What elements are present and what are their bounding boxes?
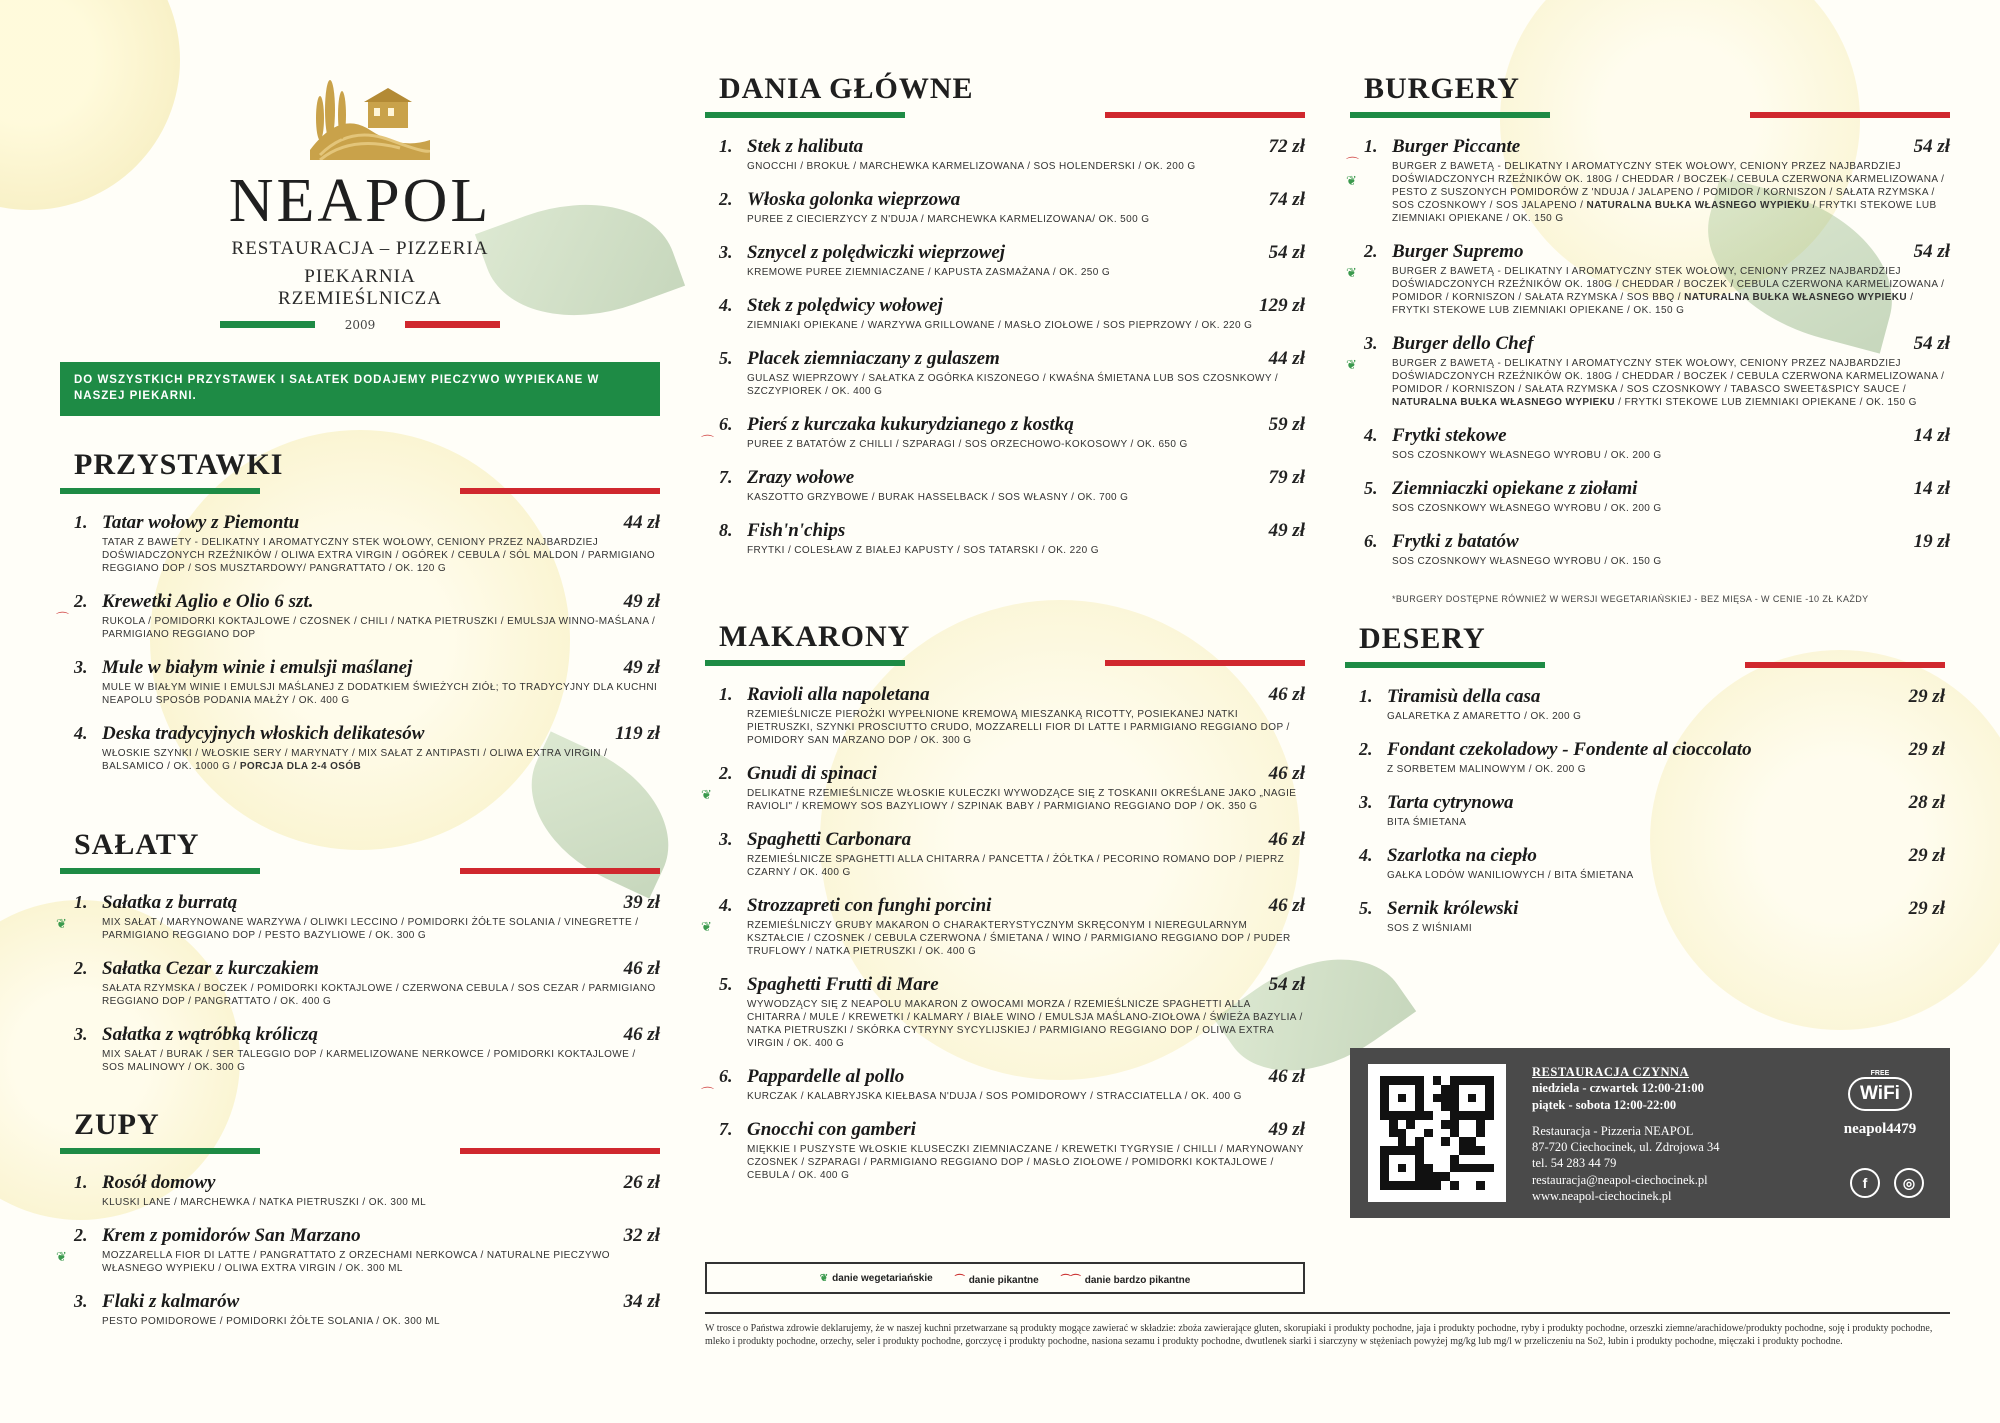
menu-item <box>60 1024 660 1074</box>
item-name: Mule w białym winie i emulsji maślanej <box>102 657 413 678</box>
item-price: 49 zł <box>1268 520 1305 541</box>
item-price: 49 zł <box>623 657 660 678</box>
address-name: Restauracja - Pizzeria NEAPOL <box>1532 1123 1694 1138</box>
email-link[interactable]: restauracja@neapol-ciechocinek.pl <box>1532 1172 1708 1187</box>
item-number: 7. <box>719 1119 733 1139</box>
item-price: 46 zł <box>623 958 660 979</box>
item-name: Zrazy wołowe <box>747 467 855 488</box>
menu-item <box>705 348 1305 398</box>
item-number: 6. <box>719 414 733 434</box>
item-price: 46 zł <box>1268 684 1305 705</box>
item-price: 59 zł <box>1268 414 1305 435</box>
item-price: 49 zł <box>1268 1119 1305 1140</box>
item-name: Pierś z kurczaka kukurydzianego z kostką <box>747 414 1074 435</box>
item-price: 129 zł <box>1259 295 1305 316</box>
item-description: SOS Z WIŚNIAMI <box>1387 923 1473 934</box>
item-description: DELIKATNE RZEMIEŚLNICZE WŁOSKIE KULECZKI WYWODZĄCE SIĘ Z TOSKANII OKREŚLANE JAKO „NAGIE RAVIOLI" / KREMOWY SOS BAZYLIOWY / SZPINAK BABY / PARMIGIANO REGGIANO DOP / OK. 350 G <box>747 788 1297 812</box>
item-description: WŁOSKIE SZYNKI / WŁOSKIE SERY / MARYNATY / MIX SAŁAT Z ANTIPASTI / OLIWA EXTRA VIRGIN / BALSAMICO / OK. 1000 G / PORCJA DLA 2-4 OSÓB <box>102 748 608 772</box>
item-description: GALARETKA Z AMARETTO / OK. 200 G <box>1387 711 1582 722</box>
menu-item <box>705 467 1305 504</box>
legend-vegetarian: ❦ danie wegetariańskie <box>819 1272 933 1284</box>
item-description: RUKOLA / POMIDORKI KOKTAJLOWE / CZOSNEK / CHILI / NATKA PIETRUSZKI / EMULSJA WINNO-MAŚLANA / PARMIGIANO REGGIANO DOP <box>102 616 656 640</box>
diet-legend <box>705 1262 1305 1294</box>
item-number: 2. <box>74 958 88 978</box>
logo-name: NEAPOL <box>228 167 492 235</box>
menu-item <box>60 723 660 773</box>
menu-item <box>705 1119 1305 1182</box>
item-price: 44 zł <box>623 512 660 533</box>
menu-item <box>1346 241 1950 317</box>
item-description: SAŁATA RZYMSKA / BOCZEK / POMIDORKI KOKTAJLOWE / CZERWONA CEBULA / SOS CEZAR / PARMIGIANO REGGIANO DOP / PANGRATTATO / OK. 400 G <box>102 983 656 1007</box>
chili-icon: ⌒ <box>701 435 715 450</box>
villa-logo-icon <box>290 70 430 160</box>
item-number: 2. <box>74 1225 88 1245</box>
wifi-info <box>1830 1070 1930 1138</box>
contact-info-box <box>1350 1048 1950 1218</box>
item-price: 54 zł <box>1913 136 1950 157</box>
item-number: 3. <box>1359 792 1373 812</box>
item-name: Ziemniaczki opiekane z ziołami <box>1392 478 1638 499</box>
section-flag-bars <box>705 112 1305 118</box>
item-number: 7. <box>719 467 733 487</box>
section-title: ZUPY <box>74 1108 160 1141</box>
menu-item <box>705 136 1305 173</box>
item-description: KREMOWE PUREE ZIEMNIACZANE / KAPUSTA ZASMAŻANA / OK. 250 G <box>747 267 1111 278</box>
item-description: ZIEMNIAKI OPIEKANE / WARZYWA GRILLOWANE / MASŁO ZIOŁOWE / SOS PIEPRZOWY / OK. 220 G <box>747 320 1253 331</box>
item-name: Rosół domowy <box>102 1172 216 1193</box>
item-description: GULASZ WIEPRZOWY / SAŁATKA Z OGÓRKA KISZONEGO / KWAŚNA ŚMIETANA LUB SOS CZOSNKOWY / SZCZYPIOREK / OK. 400 G <box>747 373 1279 397</box>
item-price: 29 zł <box>1908 898 1945 919</box>
menu-item <box>56 1225 660 1275</box>
item-number: 2. <box>74 591 88 611</box>
section-title: SAŁATY <box>74 828 200 861</box>
item-number: 3. <box>719 829 733 849</box>
item-price: 28 zł <box>1908 792 1945 813</box>
menu-item <box>60 1172 660 1209</box>
item-description: GNOCCHI / BROKUŁ / MARCHEWKA KARMELIZOWANA / SOS HOLENDERSKI / OK. 200 G <box>747 161 1196 172</box>
item-price: 29 zł <box>1908 739 1945 760</box>
item-price: 54 zł <box>1913 241 1950 262</box>
item-description: KURCZAK / KALABRYJSKA KIEŁBASA N'DUJA / SOS POMIDOROWY / STRACCIATELLA / OK. 400 G <box>747 1091 1242 1102</box>
item-number: 1. <box>74 512 88 532</box>
menu-item <box>1346 136 1950 225</box>
item-description: MIX SAŁAT / MARYNOWANE WARZYWA / OLIWKI LECCINO / POMIDORKI ŻÓŁTE SOLANIA / VINEGRETTE / PARMIGIANO REGGIANO DOP / PESTO BAZYLIOWE / OK. 300 G <box>102 917 639 941</box>
item-price: 46 zł <box>1268 1066 1305 1087</box>
item-number: 4. <box>1359 845 1373 865</box>
leaf-icon: ❦ <box>56 1250 67 1265</box>
item-description: MOZZARELLA FIOR DI LATTE / PANGRATTATO Z ORZECHAMI NERKOWCA / NATURALNE PIECZYWO WŁASNEGO WYPIEKU / OLIWA EXTRA VIRGIN / OK. 300 ML <box>102 1250 610 1274</box>
item-number: 3. <box>74 1024 88 1044</box>
item-description: FRYTKI / COLESŁAW Z BIAŁEJ KAPUSTY / SOS TATARSKI / OK. 220 G <box>747 545 1099 556</box>
item-price: 49 zł <box>623 591 660 612</box>
opening-hours-weekend: piątek - sobota 12:00-22:00 <box>1532 1097 1677 1112</box>
flag-bars <box>220 318 500 332</box>
item-name: Frytki stekowe <box>1392 425 1507 446</box>
item-name: Pappardelle al pollo <box>747 1066 905 1087</box>
section-burgery <box>1346 72 1950 604</box>
section-makarony <box>701 620 1305 1198</box>
item-number: 3. <box>1364 333 1378 353</box>
menu-item <box>701 414 1305 451</box>
item-name: Sernik królewski <box>1387 898 1519 919</box>
item-name: Sznycel z polędwiczki wieprzowej <box>747 242 1006 263</box>
menu-item <box>705 295 1305 332</box>
item-number: 2. <box>1364 241 1378 261</box>
item-description: KLUSKI LANE / MARCHEWKA / NATKA PIETRUSZKI / OK. 300 ML <box>102 1197 427 1208</box>
opening-hours-title: RESTAURACJA CZYNNA <box>1532 1065 1690 1079</box>
double-chili-icon: ⌒⌒ <box>1060 1274 1081 1286</box>
item-name: Strozzapreti con funghi porcini <box>747 895 992 916</box>
section-title: PRZYSTAWKI <box>74 448 284 481</box>
section-title: BURGERY <box>1364 72 1520 105</box>
item-name: Szarlotka na ciepło <box>1387 845 1537 866</box>
item-description: PESTO POMIDOROWE / POMIDORKI ŻÓŁTE SOLANIA / OK. 300 ML <box>102 1316 440 1327</box>
item-number: 2. <box>719 763 733 783</box>
logo-subtitle-2: PIEKARNIA RZEMIEŚLNICZA <box>278 265 442 309</box>
item-number: 1. <box>74 1172 88 1192</box>
item-name: Sałatka Cezar z kurczakiem <box>102 958 319 979</box>
item-description: Z SORBETEM MALINOWYM / OK. 200 G <box>1387 764 1586 775</box>
section-flag-bars <box>705 660 1305 666</box>
item-name: Włoska golonka wieprzowa <box>747 189 961 210</box>
item-price: 26 zł <box>623 1172 660 1193</box>
menu-item <box>60 1291 660 1328</box>
phone-number[interactable]: tel. 54 283 44 79 <box>1532 1156 1617 1171</box>
item-name: Sałatka z wątróbką króliczą <box>102 1024 318 1045</box>
section-przystawki <box>56 448 660 789</box>
website-link[interactable]: www.neapol-ciechocinek.pl <box>1532 1188 1672 1203</box>
menu-item <box>701 763 1305 813</box>
item-price: 29 zł <box>1908 686 1945 707</box>
item-number: 1. <box>719 136 733 156</box>
item-description-highlight: PORCJA DLA 2-4 OSÓB <box>239 761 362 772</box>
item-description: TATAR Z BAWETY - DELIKATNY I AROMATYCZNY STEK WOŁOWY, CENIONY PRZEZ NAJBARDZIEJ DOŚWIADCZONYCH RZEŹNIKÓW / OLIWA EXTRA VIRGIN / OGÓREK / CEBULA / SÓL MALDON / PARMIGIANO REGGIANO DOP / SOS MUSZTARDOWY/ PANGRATTATO / OK. 120 G <box>102 537 656 574</box>
item-description: PUREE Z CIECIERZYCY Z N'DUJA / MARCHEWKA KARMELIZOWANA/ OK. 500 G <box>747 214 1150 225</box>
leaf-icon: ❦ <box>1346 266 1357 281</box>
item-price: 46 zł <box>1268 829 1305 850</box>
section-desery <box>1345 622 1945 951</box>
menu-item <box>1345 686 1945 723</box>
item-name: Fish'n'chips <box>747 520 846 541</box>
item-number: 1. <box>74 892 88 912</box>
item-name: Frytki z batatów <box>1392 531 1519 552</box>
section-zupy <box>56 1108 660 1344</box>
chili-icon: ⌒ <box>56 612 70 627</box>
menu-item <box>705 829 1305 879</box>
item-number: 5. <box>1364 478 1378 498</box>
menu-item <box>56 591 660 641</box>
item-description: BURGER Z BAWETĄ - DELIKATNY I AROMATYCZNY STEK WOŁOWY, CENIONY PRZEZ NAJBARDZIEJ DOŚWIADCZONYCH RZEŹNIKÓW OK. 180G / CHEDDAR / BOCZEK / CEBULA CZERWONA KARMELIZOWANA / PESTO Z SUSZONYCH POMIDORÓW Z 'NDUJA / JALAPENO / POMIDOR / KORNISZON / SAŁATA RZYMSKA / SOS CZOSNKOWY / SOS JALAPENO / NATURALNA BUŁKA WŁASNEGO WYPIEKU / FRYTKI STEKOWE LUB ZIEMNIAKI OPIEKANE / OK. 150 G <box>1392 161 1945 224</box>
item-name: Burger Supremo <box>1392 241 1524 262</box>
facebook-icon[interactable]: f <box>1850 1168 1880 1198</box>
menu-item <box>705 520 1305 557</box>
instagram-icon[interactable]: ◎ <box>1894 1168 1924 1198</box>
bread-notice: DO WSZYSTKICH PRZYSTAWEK I SAŁATEK DODAJEMY PIECZYWO WYPIEKANE W NASZEJ PIEKARNI. <box>60 362 660 416</box>
item-number: 2. <box>719 189 733 209</box>
item-number: 5. <box>719 348 733 368</box>
item-description: GAŁKA LODÓW WANILIOWYCH / BITA ŚMIETANA <box>1387 870 1634 881</box>
leaf-icon: ❦ <box>1346 358 1357 373</box>
leaf-icon: ❦ <box>56 917 67 932</box>
leaf-icon: ❦ <box>701 920 712 935</box>
menu-item <box>705 974 1305 1050</box>
item-number: 6. <box>1364 531 1378 551</box>
menu-item <box>705 684 1305 747</box>
item-number: 8. <box>719 520 733 540</box>
item-number: 3. <box>74 1291 88 1311</box>
item-number: 3. <box>719 242 733 262</box>
item-name: Sałatka z burratą <box>102 892 238 913</box>
item-description: BURGER Z BAWETĄ - DELIKATNY I AROMATYCZNY STEK WOŁOWY, CENIONY PRZEZ NAJBARDZIEJ DOŚWIADCZONYCH RZEŹNIKÓW OK. 180G / CHEDDAR / BOCZEK / CEBULA CZERWONA KARMELIZOWANA / POMIDOR / KORNISZON / SAŁATA RZYMSKA / SOS CZOSNKOWY / TABASCO SWEET&SPICY SAUCE / NATURALNA BUŁKA WŁASNEGO WYPIEKU / FRYTKI STEKOWE LUB ZIEMNIAKI OPIEKANE / OK. 150 G <box>1392 358 1945 408</box>
logo-year: 2009 <box>344 317 376 332</box>
legend-spicy: ⌒ danie pikantne <box>954 1274 1039 1286</box>
qr-code[interactable] <box>1368 1064 1506 1202</box>
chili-icon: ⌒ <box>954 1274 965 1286</box>
item-description: BURGER Z BAWETĄ - DELIKATNY I AROMATYCZNY STEK WOŁOWY, CENIONY PRZEZ NAJBARDZIEJ DOŚWIADCZONYCH RZEŹNIKÓW OK. 180G / CHEDDAR / BOCZEK / CEBULA CZERWONA KARMELIZOWANA / POMIDOR / KORNISZON / SAŁATA RZYMSKA / SOS BBQ / NATURALNA BUŁKA WŁASNEGO WYPIEKU / FRYTKI STEKOWE LUB ZIEMNIAKI OPIEKANE / OK. 150 G <box>1392 266 1945 316</box>
item-price: 46 zł <box>1268 763 1305 784</box>
item-price: 14 zł <box>1913 478 1950 499</box>
item-name: Tatar wołowy z Piemontu <box>102 512 300 533</box>
legend-very-spicy: ⌒⌒ danie bardzo pikantne <box>1060 1274 1191 1286</box>
item-number: 2. <box>1359 739 1373 759</box>
section-flag-bars <box>1350 112 1950 118</box>
item-price: 34 zł <box>623 1291 660 1312</box>
lemon-decoration <box>0 0 180 210</box>
item-description: RZEMIEŚLNICZE PIEROŻKI WYPEŁNIONE KREMOWĄ MIESZANKĄ RICOTTY, POSIEKANEJ NATKI PIETRUSZKI, SZYNKI PROSCIUTTO CRUDO, MOZZARELLI FIOR DI LATTE I PARMIGIANO REGGIANO DOP / POMIDORY SAN MARZANO DOP / OK. 300 G <box>747 709 1290 746</box>
menu-item <box>1346 333 1950 409</box>
menu-item <box>60 958 660 1008</box>
wifi-password: neapol4479 <box>1843 1121 1917 1137</box>
item-description: KASZOTTO GRZYBOWE / BURAK HASSELBACK / SOS WŁASNY / OK. 700 G <box>747 492 1129 503</box>
menu-item <box>1350 478 1950 515</box>
leaf-icon: ❦ <box>1346 174 1357 189</box>
section-title: MAKARONY <box>719 620 911 653</box>
item-number: 1. <box>1359 686 1373 706</box>
item-price: 32 zł <box>623 1225 660 1246</box>
section-flag-bars <box>60 1148 660 1154</box>
item-name: Stek z polędwicy wołowej <box>747 295 943 316</box>
menu-item <box>701 1066 1305 1103</box>
item-name: Spaghetti Frutti di Mare <box>747 974 939 995</box>
item-number: 1. <box>1364 136 1378 156</box>
item-number: 4. <box>1364 425 1378 445</box>
item-description: SOS CZOSNKOWY WŁASNEGO WYROBU / OK. 150 G <box>1392 556 1662 567</box>
item-description-highlight: NATURALNA BUŁKA WŁASNEGO WYPIEKU <box>1586 200 1810 211</box>
social-links <box>1850 1168 1924 1198</box>
item-number: 1. <box>719 684 733 704</box>
item-name: Burger dello Chef <box>1392 333 1534 354</box>
item-name: Flaki z kalmarów <box>102 1291 240 1312</box>
item-name: Krewetki Aglio e Olio 6 szt. <box>102 591 314 612</box>
item-number: 6. <box>719 1066 733 1086</box>
address-street: 87-720 Ciechocinek, ul. Zdrojowa 34 <box>1532 1140 1720 1154</box>
menu-item <box>60 657 660 707</box>
item-description: PUREE Z BATATÓW Z CHILLI / SZPARAGI / SOS ORZECHOWO-KOKOSOWY / OK. 650 G <box>747 439 1188 450</box>
menu-item <box>1345 739 1945 776</box>
item-number: 5. <box>719 974 733 994</box>
item-description-highlight: NATURALNA BUŁKA WŁASNEGO WYPIEKU <box>1684 292 1908 303</box>
menu-item <box>1350 531 1950 568</box>
item-number: 4. <box>74 723 88 743</box>
item-description: MIX SAŁAT / BURAK / SER TALEGGIO DOP / KARMELIZOWANE NERKOWCE / POMIDORKI KOKTAJLOWE / SOS MALINOWY / OK. 300 G <box>102 1049 636 1073</box>
leaf-decoration <box>475 173 685 347</box>
item-price: 54 zł <box>1268 974 1305 995</box>
wifi-icon: WiFi <box>1848 1077 1912 1111</box>
item-price: 119 zł <box>615 723 660 744</box>
item-price: 19 zł <box>1913 531 1950 552</box>
allergen-statement: W trosce o Państwa zdrowie deklarujemy, że w naszej kuchni przetwarzane są produkty mogące zawierać w składzie: zboża zawierające gluten, skorupiaki i produkty pochodne, jaja i produkty pochodne, ryby i produkty pochodne, orzeszki ziemne/arachidowe/produkty pochodne, soję i produkty pochodne, mleko i produkty pochodne, orzechy, seler i produkty pochodne, gorczycę i produkty pochodne, nasiona sezamu i produkty pochodne, dwutlenek siarki i siarczyny w stężeniach powyżej mg/kg lub mg/l w przeliczeniu na So2, łubin i produkty pochodne, mięczaki i produkty pochodne. <box>705 1312 1950 1348</box>
item-price: 44 zł <box>1268 348 1305 369</box>
menu-item <box>705 189 1305 226</box>
chili-icon: ⌒ <box>701 1087 715 1102</box>
item-description: SOS CZOSNKOWY WŁASNEGO WYROBU / OK. 200 G <box>1392 503 1662 514</box>
item-description: MIĘKKIE I PUSZYSTE WŁOSKIE KLUSECZKI ZIEMNIACZANE / KREWETKI TYGRYSIE / CHILLI / MARYNOWANY CZOSNEK / SZPARAGI / PARMIGIANO REGGIANO DOP / MASŁO ZIOŁOWE / POMIDORKI KOKTAJLOWE / CEBULA / OK. 400 G <box>747 1144 1304 1181</box>
wifi-free-label: FREE <box>1870 1070 1890 1077</box>
item-description: WYWODZĄCY SIĘ Z NEAPOLU MAKARON Z OWOCAMI MORZA / RZEMIEŚLNICZE SPAGHETTI ALLA CHITARRA / MULE / KREWETKI / KALMARY / BIAŁE WINO / EMULSJA MAŚLANO-ZIOŁOWA / ŚWIEŻA BAZYLIA / NATKA PIETRUSZKI / SKÓRKA CYTRYNY SYCYLIJSKIEJ / PARMIGIANO REGGIANO DOP / OLIWA EXTRA VIRGIN / OK. 400 G <box>747 999 1303 1049</box>
leaf-icon: ❦ <box>819 1272 829 1284</box>
menu-item <box>1345 792 1945 829</box>
item-number: 3. <box>74 657 88 677</box>
item-name: Deska tradycyjnych włoskich delikatesów <box>102 723 425 744</box>
item-number: 5. <box>1359 898 1373 918</box>
item-name: Burger Piccante <box>1392 136 1521 157</box>
item-price: 74 zł <box>1268 189 1305 210</box>
item-name: Stek z halibuta <box>747 136 864 157</box>
logo-subtitle-1: RESTAURACJA – PIZZERIA <box>231 238 489 259</box>
restaurant-logo <box>220 70 500 332</box>
item-price: 46 zł <box>1268 895 1305 916</box>
item-description-highlight: NATURALNA BUŁKA WŁASNEGO WYPIEKU <box>1392 397 1615 408</box>
item-description: RZEMIEŚLNICZY GRUBY MAKARON O CHARAKTERYSTYCZNYM SKRĘCONYM I NIEREGULARNYM KSZTAŁCIE / CZOSNEK / CEBULA CZERWONA / ŚMIETANA / WINO / PARMIGIANO REGGIANO DOP / PUDER TRUFLOWY / NATKA PIETRUSZKI / OK. 400 G <box>747 920 1291 957</box>
item-price: 29 zł <box>1908 845 1945 866</box>
section-footnote: *BURGERY DOSTĘPNE RÓWNIEŻ W WERSJI WEGETARIAŃSKIEJ - BEZ MIĘSA - W CENIE -10 ZŁ KAŻDY <box>1392 594 1869 604</box>
menu-item <box>1345 845 1945 882</box>
item-name: Tiramisù della casa <box>1387 686 1541 707</box>
item-number: 4. <box>719 895 733 915</box>
section-flag-bars <box>60 868 660 874</box>
item-name: Gnocchi con gamberi <box>747 1119 916 1140</box>
contact-details <box>1532 1064 1792 1204</box>
item-price: 54 zł <box>1268 242 1305 263</box>
item-description: SOS CZOSNKOWY WŁASNEGO WYROBU / OK. 200 G <box>1392 450 1662 461</box>
item-name: Fondant czekoladowy - Fondente al cioccolato <box>1387 739 1752 760</box>
section-flag-bars <box>60 488 660 494</box>
item-description: BITA ŚMIETANA <box>1387 817 1467 828</box>
menu-item <box>60 512 660 575</box>
item-description: MULE W BIAŁYM WINIE I EMULSJI MAŚLANEJ Z DODATKIEM ŚWIEŻYCH ZIÓŁ; TO TRADYCYJNY DLA KUCHNI NEAPOLU SPOSÓB PODANIA MAŁŻY / OK. 400 G <box>102 682 658 706</box>
section-title: DANIA GŁÓWNE <box>719 72 974 105</box>
item-price: 72 zł <box>1268 136 1305 157</box>
qr-code-pattern <box>1380 1076 1494 1190</box>
item-name: Ravioli alla napoletana <box>747 684 930 705</box>
item-description: RZEMIEŚLNICZE SPAGHETTI ALLA CHITARRA / PANCETTA / ŻÓŁTKA / PECORINO ROMANO DOP / PIEPRZ CZARNY / OK. 400 G <box>747 854 1285 878</box>
item-name: Placek ziemniaczany z gulaszem <box>747 348 1000 369</box>
chili-icon: ⌒ <box>1346 157 1360 172</box>
item-number: 4. <box>719 295 733 315</box>
section-title: DESERY <box>1359 622 1486 655</box>
menu-item <box>1350 425 1950 462</box>
item-price: 14 zł <box>1913 425 1950 446</box>
menu-item <box>701 895 1305 958</box>
item-price: 46 zł <box>623 1024 660 1045</box>
item-price: 54 zł <box>1913 333 1950 354</box>
item-name: Tarta cytrynowa <box>1387 792 1514 813</box>
menu-item <box>56 892 660 942</box>
item-name: Krem z pomidorów San Marzano <box>102 1225 361 1246</box>
item-price: 39 zł <box>623 892 660 913</box>
item-name: Gnudi di spinaci <box>747 763 877 784</box>
leaf-icon: ❦ <box>701 788 712 803</box>
section-dania-glowne <box>701 72 1305 573</box>
item-name: Spaghetti Carbonara <box>747 829 912 850</box>
section-flag-bars <box>1345 662 1945 668</box>
menu-item <box>1345 898 1945 935</box>
item-price: 79 zł <box>1268 467 1305 488</box>
menu-item <box>705 242 1305 279</box>
section-salaty <box>56 828 660 1090</box>
opening-hours-weekdays: niedziela - czwartek 12:00-21:00 <box>1532 1081 1704 1096</box>
